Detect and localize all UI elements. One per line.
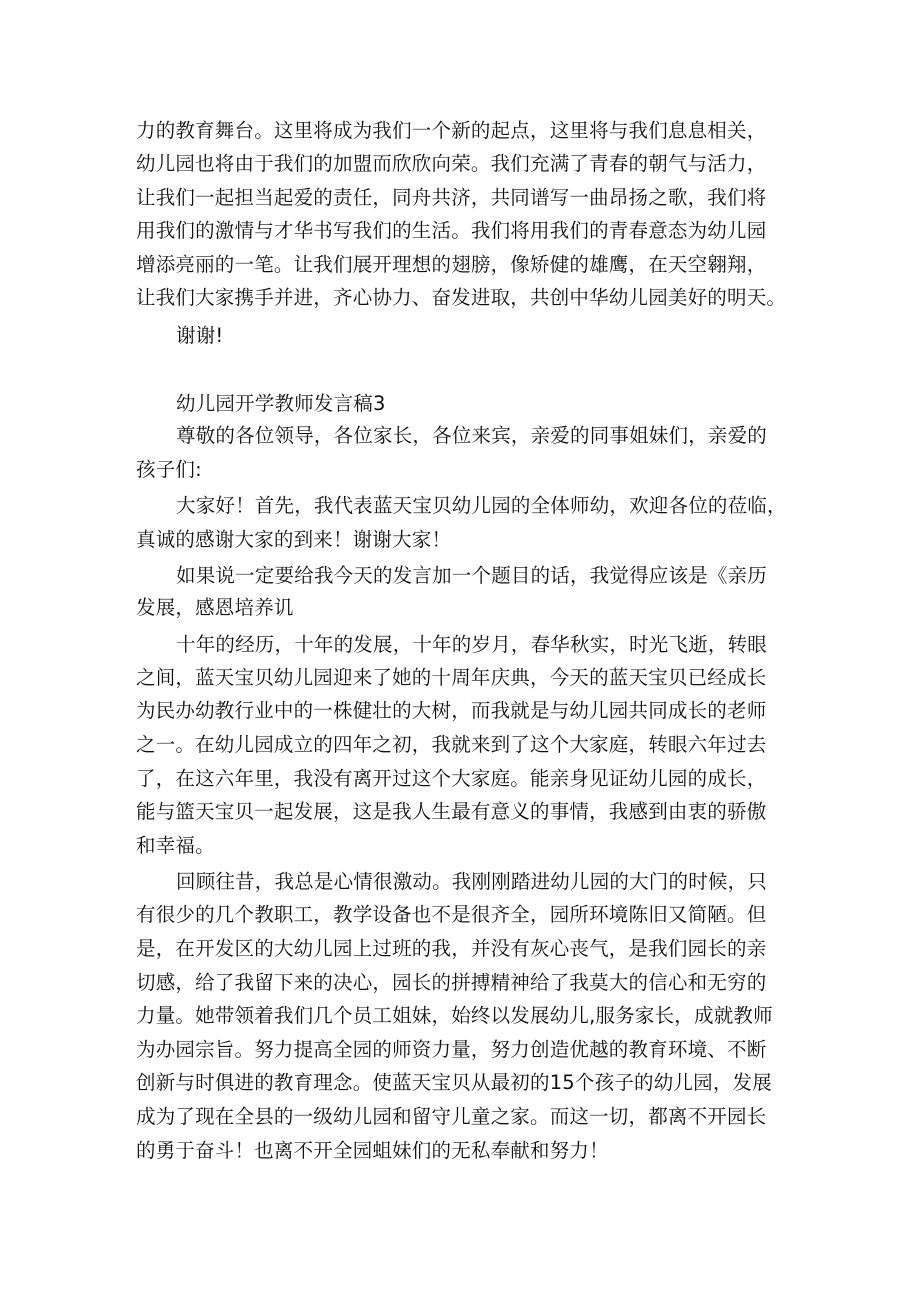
closing-thanks: 谢谢! bbox=[176, 324, 224, 347]
paragraph-line: 为民办幼教行业中的一株健壮的大树，而我就是与幼儿园共同成长的老师 bbox=[136, 699, 767, 722]
paragraph-line: 大家好！首先，我代表蓝天宝贝幼儿园的全体师幼，欢迎各位的莅临， bbox=[176, 494, 787, 517]
paragraph-line: 幼儿园也将由于我们的加盟而欣欣向荣。我们充满了青春的朝气与活力， bbox=[136, 152, 767, 175]
paragraph-line: 让我们一起担当起爱的责任，同舟共济，共同谱写一曲昂扬之歌，我们将 bbox=[136, 186, 767, 209]
paragraph-line: 是，在开发区的大幼儿园上过班的我，并没有灰心丧气，是我们园长的亲 bbox=[136, 937, 767, 960]
paragraph-line: 能与篮天宝贝一起发展，这是我人生最有意义的事情，我感到由衷的骄傲 bbox=[136, 800, 767, 823]
paragraph-line: 有很少的几个教职工，教学设备也不是很齐全，园所环境陈旧又简陋。但 bbox=[136, 903, 767, 926]
section-title: 幼儿园开学教师发言稿3 bbox=[176, 392, 386, 415]
paragraph-line: 了，在这六年里，我没有离开过这个大家庭。能亲身见证幼儿园的成长， bbox=[136, 767, 767, 790]
paragraph-line: 用我们的激情与才华书写我们的生活。我们将用我们的青春意态为幼儿园 bbox=[136, 219, 767, 242]
paragraph-line: 如果说一定要给我今天的发言加一个题目的话，我觉得应该是《亲历 bbox=[176, 564, 768, 587]
paragraph-line: 尊敬的各位领导，各位家长，各位来宾，亲爱的同事姐妹们，亲爱的 bbox=[176, 424, 768, 447]
paragraph-line: 力的教育舞台。这里将成为我们一个新的起点，这里将与我们息息相关， bbox=[136, 119, 767, 142]
paragraph-line: 回顾往昔，我总是心情很激动。我刚刚踏进幼儿园的大门的时候，只 bbox=[176, 870, 768, 893]
paragraph-line: 真诚的感谢大家的到来！谢谢大家！ bbox=[136, 528, 452, 551]
paragraph-line: 切感，给了我留下来的决心，园长的拼搏精神给了我莫大的信心和无穷的 bbox=[136, 971, 767, 994]
paragraph-line: 力量。她带领着我们几个员工姐妹，始终以发展幼儿,服务家长，成就教师 bbox=[136, 1004, 773, 1027]
paragraph-line: 和幸福。 bbox=[136, 834, 215, 857]
paragraph-line: 为办园宗旨。努力提高全园的师资力量，努力创造优越的教育环境、不断 bbox=[136, 1038, 767, 1061]
paragraph-line: 孩子们: bbox=[136, 458, 202, 481]
paragraph-line: 增添亮丽的一笔。让我们展开理想的翅膀，像矫健的雄鹰，在天空翱翔， bbox=[136, 253, 767, 276]
paragraph-line: 让我们大家携手并进，齐心协力、奋发进取，共创中华幼儿园美好的明天。 bbox=[136, 286, 787, 309]
paragraph-line: 之间，蓝天宝贝幼儿园迎来了她的十周年庆典，今天的蓝天宝贝已经成长 bbox=[136, 666, 767, 689]
paragraph-line: 之一。在幼儿园成立的四年之初，我就来到了这个大家庭，转眼六年过去 bbox=[136, 733, 767, 756]
paragraph-line: 成为了现在全县的一级幼儿园和留守儿童之家。而这一切，都离不开园长 bbox=[136, 1105, 767, 1128]
paragraph-line: 十年的经历，十年的发展，十年的岁月，春华秋实，时光飞逝，转眼 bbox=[176, 633, 768, 656]
paragraph-line: 创新与时俱进的教育理念。使蓝天宝贝从最初的15个孩子的幼儿园，发展 bbox=[136, 1071, 772, 1094]
paragraph-line: 发展，感恩培养讥 bbox=[136, 596, 294, 619]
paragraph-line: 的勇于奋斗！也离不开全园蛆妹们的无私奉献和努力！ bbox=[136, 1139, 609, 1162]
